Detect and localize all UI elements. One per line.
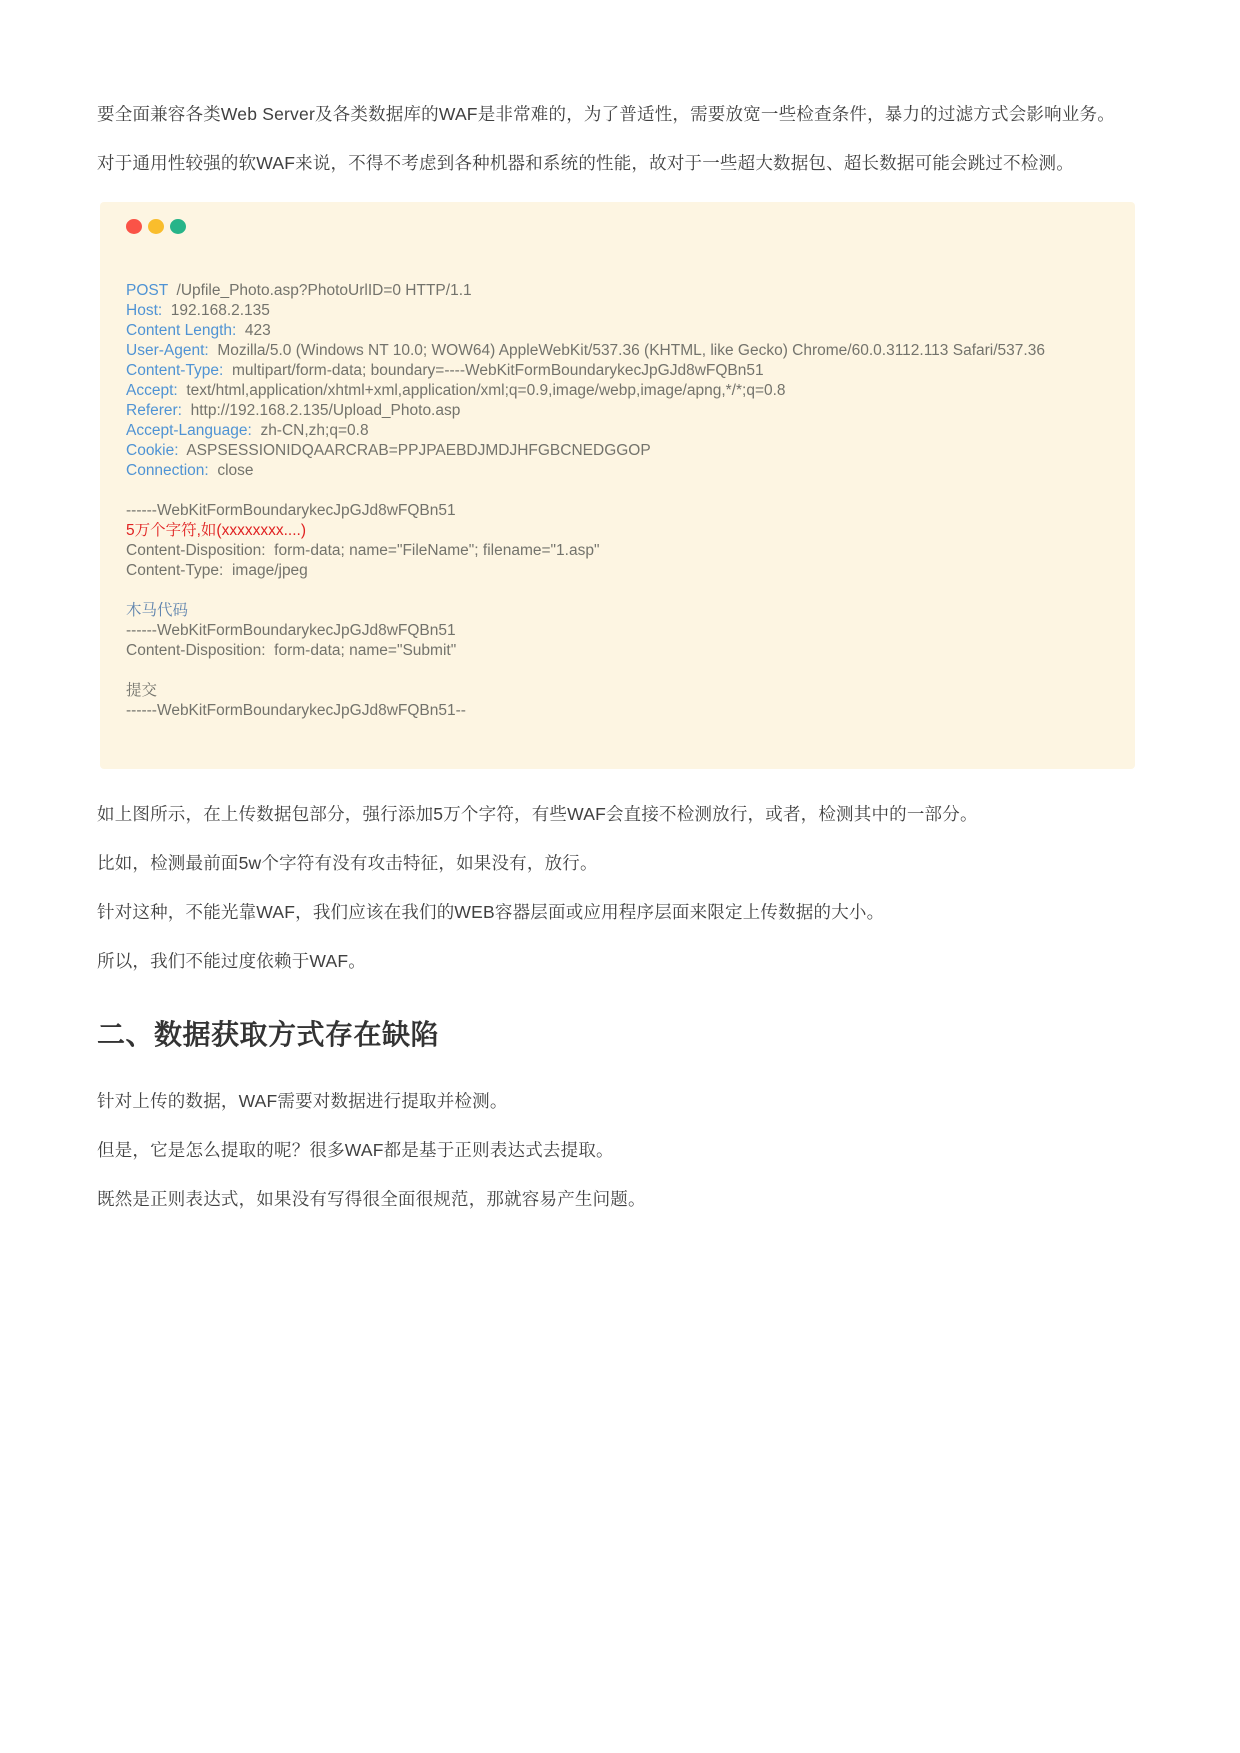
code-line: 木马代码 [126, 602, 189, 619]
code-line: Content-Type: multipart/form-data; boundary=----WebKitFormBoundarykecJpGJd8wFQBn51 [126, 362, 764, 379]
code-line: Content Length: 423 [126, 322, 271, 339]
paragraph: 所以，我们不能过度依赖于WAF。 [97, 951, 366, 971]
paragraph: 要全面兼容各类Web Server及各类数据库的WAF是非常难的，为了普适性，需要放宽一些检查条件，暴力的过滤方式会影响业务。 [97, 104, 1115, 124]
paragraph: 针对这种，不能光靠WAF，我们应该在我们的WEB容器层面或应用程序层面来限定上传数据的大小。 [97, 902, 885, 922]
code-line: ------WebKitFormBoundarykecJpGJd8wFQBn51-- [126, 702, 466, 719]
code-line: Host: 192.168.2.135 [126, 302, 270, 319]
paragraph: 如上图所示，在上传数据包部分，强行添加5万个字符，有些WAF会直接不检测放行，或者，检测其中的一部分。 [97, 804, 978, 824]
yellow-dot [148, 219, 164, 234]
code-line: Connection: close [126, 462, 254, 479]
paragraph: 针对上传的数据，WAF需要对数据进行提取并检测。 [97, 1091, 508, 1111]
paragraph: 既然是正则表达式，如果没有写得很全面很规范，那就容易产生问题。 [97, 1189, 646, 1209]
code-line: ------WebKitFormBoundarykecJpGJd8wFQBn51 [126, 502, 456, 519]
green-dot [170, 219, 186, 234]
paragraph: 比如，检测最前面5w个字符有没有攻击特征，如果没有，放行。 [97, 853, 598, 873]
code-line: 5万个字符,如(xxxxxxxx....) [126, 522, 306, 539]
code-line: Accept: text/html,application/xhtml+xml,application/xml;q=0.9,image/webp,image/apng,*/*;q=0.8 [126, 382, 786, 399]
code-line: Accept-Language: zh-CN,zh;q=0.8 [126, 422, 369, 439]
code-line [126, 661, 1107, 681]
window-dots [126, 219, 1107, 235]
red-dot [126, 219, 142, 234]
code-line: Cookie: ASPSESSIONIDQAARCRAB=PPJPAEBDJMDJHFGBCNEDGGOP [126, 442, 651, 459]
http-request-code-block [100, 202, 1135, 769]
code-line: ------WebKitFormBoundarykecJpGJd8wFQBn51 [126, 622, 456, 639]
code-line: POST /Upfile_Photo.asp?PhotoUrlID=0 HTTP/1.1 [126, 282, 472, 299]
code-line: Content-Disposition: form-data; name="FileName"; filename="1.asp" [126, 542, 600, 559]
article-content [97, 96, 1143, 1230]
section-heading: 二、数据获取方式存在缺陷 [97, 1019, 440, 1050]
code-line: Referer: http://192.168.2.135/Upload_Photo.asp [126, 402, 461, 419]
code-line [126, 481, 1107, 501]
code-line: 提交 [126, 682, 158, 699]
code-line: User-Agent: Mozilla/5.0 (Windows NT 10.0; WOW64) AppleWebKit/537.36 (KHTML, like Gecko) Chrome/60.0.3112.113 Safari/537.36 [126, 342, 1045, 359]
code-line: Content-Disposition: form-data; name="Submit" [126, 642, 457, 659]
code-line: Content-Type: image/jpeg [126, 562, 308, 579]
paragraph: 但是，它是怎么提取的呢？很多WAF都是基于正则表达式去提取。 [97, 1140, 614, 1160]
code-line [126, 581, 1107, 601]
paragraph: 对于通用性较强的软WAF来说，不得不考虑到各种机器和系统的性能，故对于一些超大数据包、超长数据可能会跳过不检测。 [97, 153, 1074, 173]
code-lines [126, 281, 1107, 721]
